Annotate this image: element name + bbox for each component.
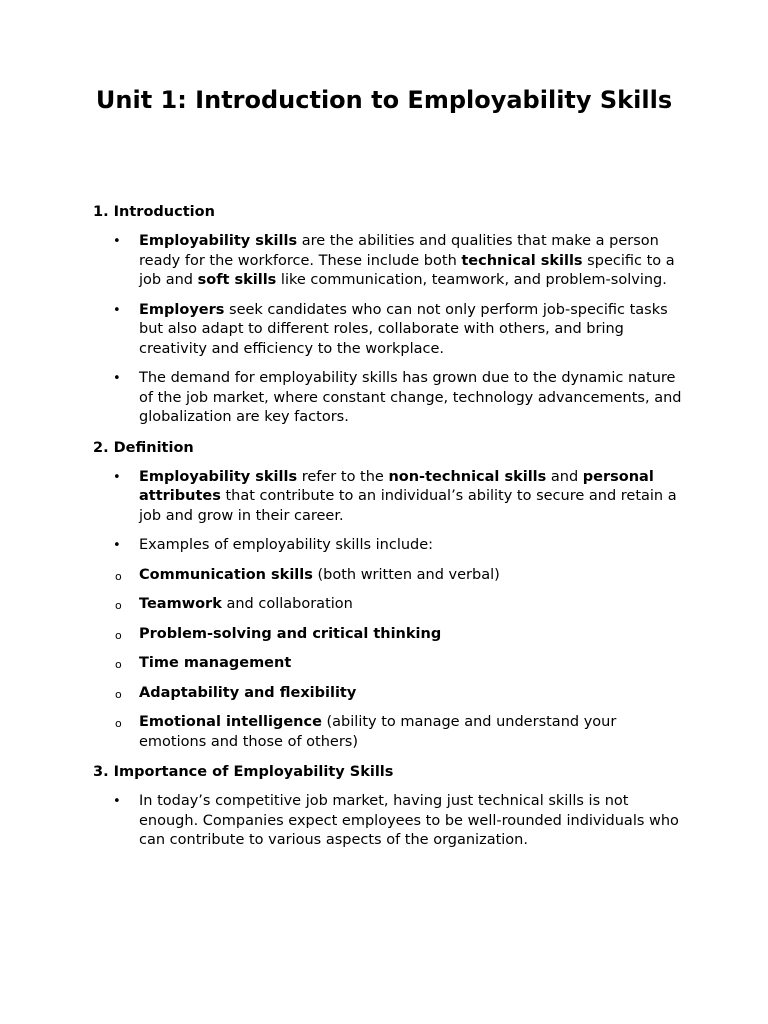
- bold-term: Employability skills: [139, 233, 298, 249]
- bullet-item: [93, 468, 683, 527]
- text-run: that contribute to an individual’s ability to secure and retain a job and grow in their career.: [139, 488, 677, 524]
- sub-bullet-item: [46, 654, 683, 674]
- section-heading: 2. Definition: [93, 439, 194, 456]
- text-run: and: [546, 468, 583, 485]
- bold-term: Adaptability and flexibility: [139, 684, 357, 701]
- bullet-item: [93, 536, 683, 556]
- bullet-item: [93, 232, 683, 291]
- sub-bullet-item: [46, 684, 683, 704]
- document-body: [93, 202, 683, 851]
- text-run: (both written and verbal): [312, 566, 500, 583]
- bold-term: Teamwork: [139, 596, 222, 612]
- text-run: seek candidates who can not only perform job-specific tasks but also adapt to different roles, collaborate with others, and bring creativity and efficiency to the workplace.: [139, 301, 668, 357]
- bold-term: Time management: [139, 655, 292, 671]
- text-run: like communication, teamwork, and problem-solving.: [276, 272, 667, 288]
- text-run: refer to the: [297, 468, 389, 485]
- sub-bullet-item: [46, 595, 683, 615]
- text-run: Examples of employability skills include:: [139, 537, 434, 553]
- text-run: specific to a job and: [139, 252, 675, 288]
- bold-term: technical skills: [461, 252, 583, 269]
- bold-term: Problem-solving and critical thinking: [139, 625, 442, 642]
- bold-term: Employers: [139, 301, 225, 318]
- text-run: and collaboration: [221, 596, 353, 612]
- sub-bullet-item: [46, 566, 683, 586]
- section-heading: 3. Importance of Employability Skills: [93, 764, 394, 780]
- text-run: (ability to manage and understand your emotions and those of others): [139, 714, 617, 750]
- bold-term: Employability skills: [139, 468, 298, 485]
- bold-term: soft skills: [197, 272, 277, 288]
- section-heading: 1. Introduction: [93, 204, 215, 220]
- bold-term: personal attributes: [139, 468, 654, 504]
- bullet-item: [93, 301, 683, 360]
- sub-bullet-item: [46, 713, 683, 752]
- text-run: The demand for employability skills has grown due to the dynamic nature of the job market, where constant change, technology advancements, and globalization are key factors.: [139, 370, 682, 425]
- text-run: are the abilities and qualities that make a person ready for the workforce. These include both: [139, 233, 659, 269]
- bullet-item: [93, 792, 683, 851]
- sub-bullet-item: [46, 625, 683, 645]
- bold-term: Communication skills: [139, 566, 313, 583]
- bold-term: Emotional intelligence: [139, 714, 322, 730]
- bullet-item: [93, 369, 683, 428]
- bold-term: non-technical skills: [388, 468, 547, 485]
- text-run: In today’s competitive job market, having just technical skills is not enough. Companies expect employees to be well-rounded individuals who can contribute to various aspects of the organization.: [139, 793, 679, 848]
- page-title: Unit 1: Introduction to Employability Skills: [95, 86, 673, 114]
